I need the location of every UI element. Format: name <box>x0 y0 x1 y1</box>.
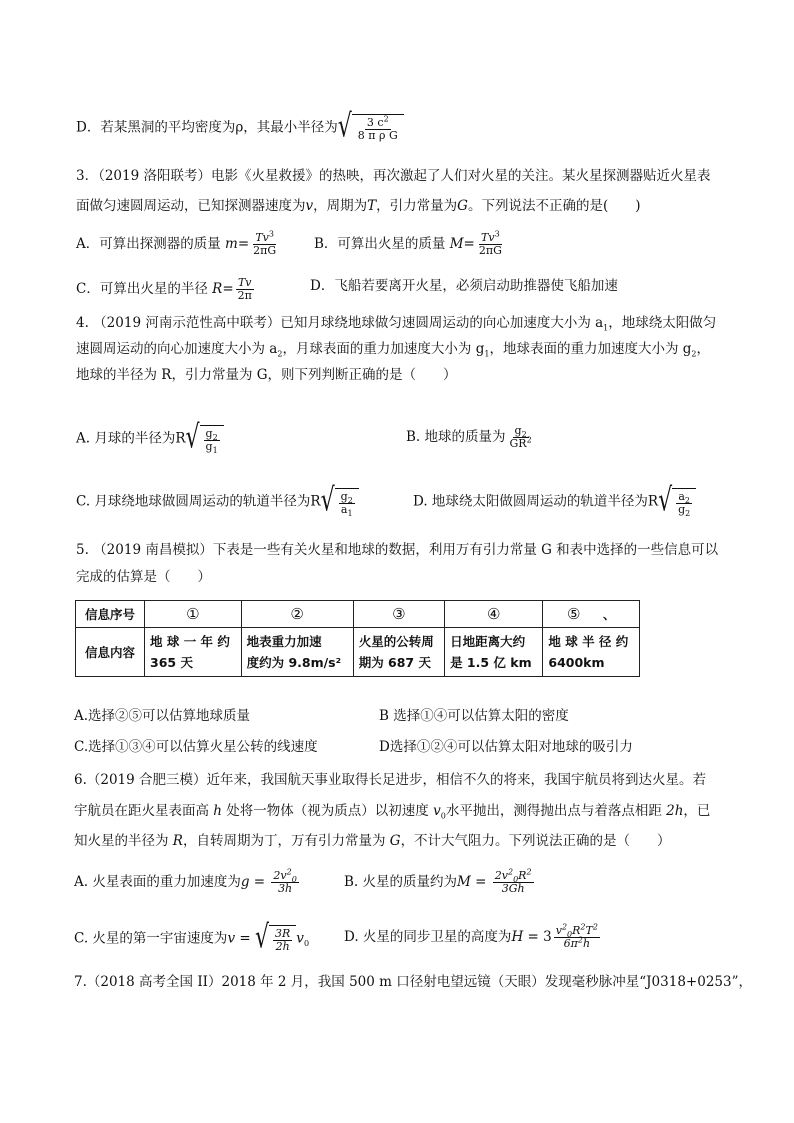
q5-option-a: A.选择②⑤可以估算地球质量 <box>74 708 251 724</box>
table-cell: 地 球 半 径 约 6400km <box>543 628 640 677</box>
q4-option-a: A. 月球的半径为R √ $\frac{g_2}{g_1}$ <box>76 425 224 453</box>
q4-option-d: D. 地球绕太阳做圆周运动的轨道半径为R √ $\frac{a_2}{g_2}$ <box>413 488 696 516</box>
body-label-cell: 信息内容 <box>76 628 145 677</box>
header-cell: ② <box>241 601 353 628</box>
header-cell: ③ <box>353 601 444 628</box>
header-cell: ⑤ 、 <box>543 601 640 628</box>
q4-option-b: B. 地球的质量为 $\frac{g_2}{GR^2}$ <box>406 424 532 450</box>
table-cell: 地 球 一 年 约 365 天 <box>145 628 242 677</box>
q5-stem-line2: 完成的估算是（ ） <box>76 569 211 585</box>
sqrt-expression: √ $\frac{3 c^2}{\text{8 π ρ G}}$ <box>338 114 404 142</box>
q6-stem-line1: 6.（2019 合肥三模）近年来，我国航天事业取得长足进步，相信不久的将来，我国宇航员将到达火星。若 <box>74 772 707 788</box>
table-cell: 地表重力加速 度约为 9.8m/s² <box>241 628 353 677</box>
q6-stem-line2: 宇航员在距火星表面高 h 处将一物体（视为质点）以初速度 $v_0$水平抛出，测得抛出点与着落点相距 2h，已 <box>74 803 711 821</box>
q7-stem-line1: 7.（2018 高考全国 II）2018 年 2 月，我国 500 m 口径射电望远镜（天眼）发现毫秒脉冲星“J0318+0253”， <box>74 974 752 990</box>
q3-option-c: C．可算出火星的半径 R= $\frac{Tv}{2\pi}$ <box>76 276 252 302</box>
q5-option-b: B 选择①④可以估算太阳的密度 <box>379 708 569 724</box>
header-cell: ① <box>145 601 242 628</box>
q4-stem-line2: 速圆周运动的向心加速度大小为 $a_2$，月球表面的重力加速度大小为 $g_1$，地球表面的重力加速度大小为 $g_2$， <box>76 341 710 359</box>
q3-option-d: D．飞船若要离开火星，必须启动助推器使飞船加速 <box>310 278 618 294</box>
q6-option-a: A. 火星表面的重力加速度为g = $\frac{2v^2_0}{3h}$ <box>74 867 297 895</box>
q5-option-d: D选择①②④可以估算太阳对地球的吸引力 <box>379 739 633 755</box>
q5-stem-line1: 5. （2019 南昌模拟）下表是一些有关火星和地球的数据，利用万有引力常量 G 和表中选择的一些信息可以 <box>76 542 719 558</box>
header-label-cell: 信息序号 <box>76 601 145 628</box>
q3-option-a: A．可算出探测器的质量 m= $\frac{Tv^3}{2\pi G}$ <box>76 229 277 257</box>
q3-stem-line1: 3．（2019 洛阳联考）电影《火星救援》的热映，再次激起了人们对火星的关注。某火星探测器贴近火星表 <box>76 168 711 184</box>
header-cell: ④ <box>445 601 543 628</box>
info-table <box>75 600 640 677</box>
q3-option-b: B．可算出火星的质量 M= $\frac{Tv^3}{2\pi G}$ <box>314 229 502 257</box>
q6-stem-line3: 知火星的半径为 R，自转周期为丁，万有引力常量为 G，不计大气阻力。下列说法正确的是（ ） <box>74 833 671 849</box>
table-header-row <box>76 601 640 628</box>
q4-option-c: C. 月球绕地球做圆周运动的轨道半径为R √ $\frac{g_2}{a_1}$ <box>76 488 359 516</box>
q5-option-c: C.选择①③④可以估算火星公转的线速度 <box>74 739 318 755</box>
q3-stem-line2: 面做匀速圆周运动，已知探测器速度为v，周期为T，引力常量为G。下列说法不正确的是( ) <box>76 198 641 214</box>
table-cell: 火星的公转周 期为 687 天 <box>353 628 444 677</box>
q2-option-d: D．若某黑洞的平均密度为ρ，其最小半径为 √ $\frac{3 c^2}{\text{8 π ρ G}}$ <box>76 114 404 142</box>
q6-option-b: B. 火星的质量约为M = $\frac{2v^2_0R^2}{3Gh}$ <box>344 867 532 895</box>
q6-option-d: D. 火星的同步卫星的高度为H = 3 $\frac{v^2_0R^2T^2}{6\pi^2h}$ <box>344 922 598 950</box>
table-row <box>76 628 640 677</box>
table-cell: 日地距离大约 是 1.5 亿 km <box>445 628 543 677</box>
q4-stem-line1: 4. （2019 河南示范性高中联考）已知月球绕地球做匀速圆周运动的向心加速度大小为 $a_1$，地球绕太阳做匀 <box>76 315 717 333</box>
q6-option-c: C. 火星的第一宇宙速度为v = √ $\frac{3R}{2h}$ $v_0$ <box>74 920 310 957</box>
q4-stem-line3: 地球的半径为 R，引力常量为 G，则下列判断正确的是（ ） <box>76 367 457 383</box>
